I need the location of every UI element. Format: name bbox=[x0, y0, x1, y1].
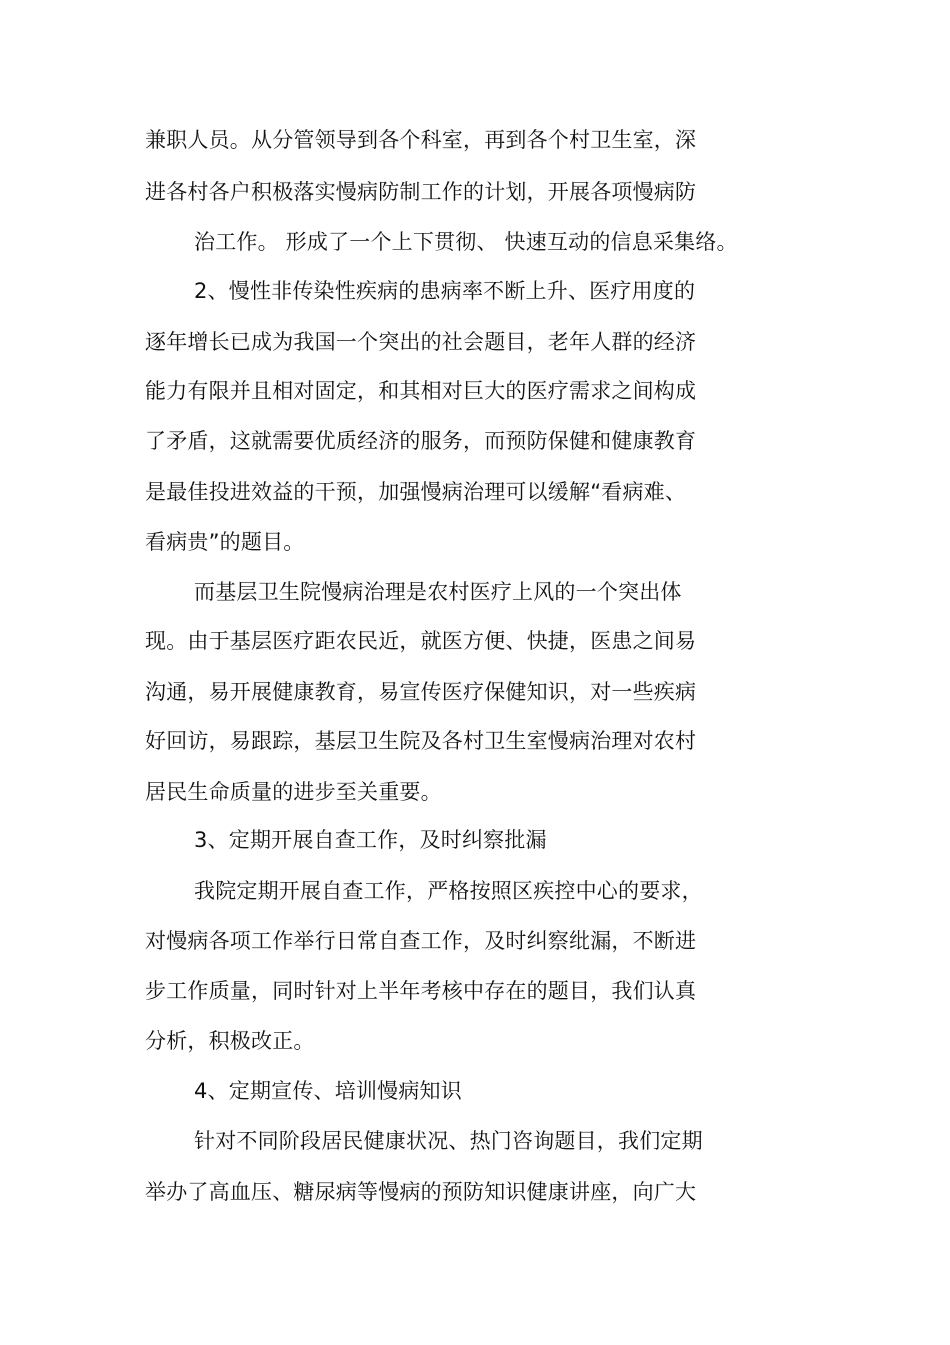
text-line-21: 针对不同阶段居民健康状况、热门咨询题目，我们定期 bbox=[194, 1129, 703, 1153]
text-line-4: 2、慢性非传染性疾病的患病率不断上升、医疗用度的 bbox=[194, 279, 696, 303]
text-line-22: 举办了高血压、糖尿病等慢病的预防知识健康讲座，向广大 bbox=[145, 1180, 697, 1204]
text-line-16: 我院定期开展自查工作，严格按照区疾控中心的要求， bbox=[194, 879, 703, 903]
text-line-20: 4、定期宣传、培训慢病知识 bbox=[194, 1079, 462, 1103]
text-line-12: 沟通，易开展健康教育，易宣传医疗保健知识，对一些疾病 bbox=[145, 680, 697, 704]
text-line-11: 现。由于基层医疗距农民近，就医方便、快捷，医患之间易 bbox=[145, 629, 697, 653]
text-line-13: 好回访，易跟踪，基层卫生院及各村卫生室慢病治理对农村 bbox=[145, 729, 697, 753]
text-line-17: 对慢病各项工作举行日常自查工作，及时纠察纰漏，不断进 bbox=[145, 929, 697, 953]
text-line-19: 分析，积极改正。 bbox=[145, 1029, 315, 1053]
text-line-15: 3、定期开展自查工作，及时纠察批漏 bbox=[194, 828, 547, 852]
text-line-3: 治工作。 形成了一个上下贯彻、 快速互动的信息采集络。 bbox=[194, 230, 738, 254]
text-line-14: 居民生命质量的进步至关重要。 bbox=[145, 780, 442, 804]
text-line-18: 步工作质量，同时针对上半年考核中存在的题目，我们认真 bbox=[145, 979, 697, 1003]
text-line-8: 是最佳投进效益的干预，加强慢病治理可以缓解“看病难、 bbox=[145, 480, 687, 504]
text-line-1: 兼职人员。从分管领导到各个科室，再到各个村卫生室，深 bbox=[145, 128, 697, 152]
text-line-2: 进各村各户积极落实慢病防制工作的计划，开展各项慢病防 bbox=[145, 180, 697, 204]
text-line-5: 逐年增长已成为我国一个突出的社会题目，老年人群的经济 bbox=[145, 330, 697, 354]
text-line-10: 而基层卫生院慢病治理是农村医疗上风的一个突出体 bbox=[194, 580, 682, 604]
text-line-6: 能力有限并且相对固定，和其相对巨大的医疗需求之间构成 bbox=[145, 379, 697, 403]
text-line-7: 了矛盾，这就需要优质经济的服务，而预防保健和健康教育 bbox=[145, 429, 697, 453]
text-line-9: 看病贵”的题目。 bbox=[145, 530, 305, 554]
